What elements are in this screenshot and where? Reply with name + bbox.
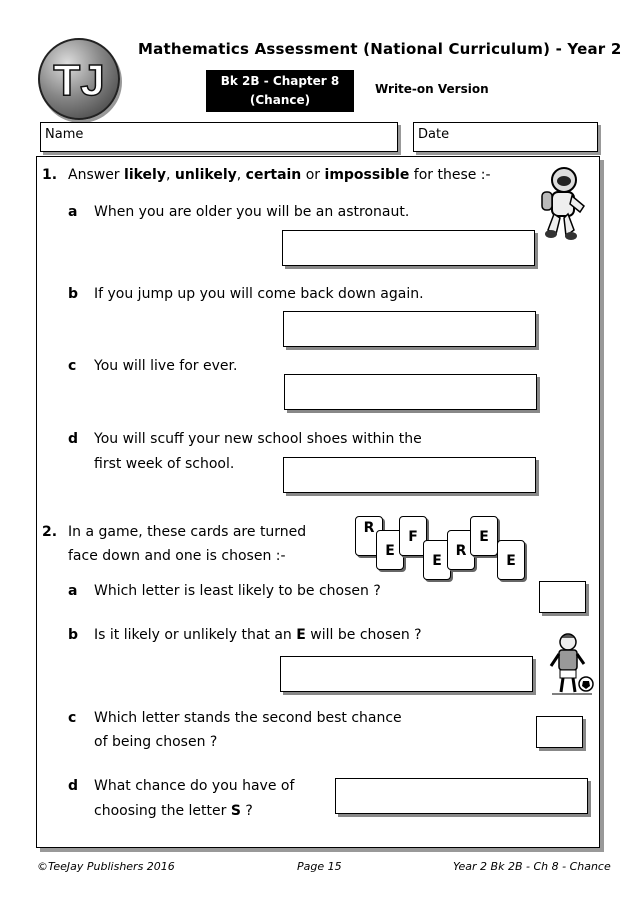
q2b-letter: b <box>68 627 79 643</box>
card-letter: E <box>385 543 395 559</box>
q2d-text-line2 <box>94 803 253 819</box>
card-letter: R <box>363 520 375 536</box>
name-field[interactable] <box>40 122 398 152</box>
q2-intro-line1: In a game, these cards are turned <box>68 524 307 540</box>
card-letter: E <box>479 529 489 545</box>
q1b-letter: b <box>68 286 79 302</box>
date-label: Date <box>418 127 450 142</box>
q1-number: 1. <box>42 167 58 183</box>
card-letter: F <box>408 529 418 545</box>
q1d-text-line1: You will scuff your new school shoes within the <box>94 431 422 447</box>
card <box>497 540 525 580</box>
sep: , <box>165 167 175 183</box>
logo-icon <box>40 40 118 118</box>
q2d-text-line1: What chance do you have of <box>94 778 295 794</box>
q2b-text <box>94 627 422 643</box>
footballer-icon <box>548 630 594 698</box>
card-letter: R <box>455 543 467 559</box>
svg-text:TJ: TJ <box>53 56 105 105</box>
card-letter: E <box>432 553 442 569</box>
sep: or <box>301 167 325 183</box>
chapter-line-2: (Chance) <box>249 93 311 107</box>
card <box>470 516 498 556</box>
word-impossible: impossible <box>324 167 410 183</box>
q2d-text-pre: choosing the letter <box>94 803 231 819</box>
q1-intro-end: for these :- <box>409 167 491 183</box>
q1a-letter: a <box>68 204 78 220</box>
q2b-answer-box[interactable] <box>280 656 533 692</box>
q2d-text-post: ? <box>240 803 253 819</box>
q1a-answer-box[interactable] <box>282 230 535 266</box>
q1d-letter: d <box>68 431 79 447</box>
q2c-text-line1: Which letter stands the second best chance <box>94 710 402 726</box>
q2a-text: Which letter is least likely to be chosen ? <box>94 583 381 599</box>
q1c-text: You will live for ever. <box>94 358 238 374</box>
chapter-badge <box>206 70 354 112</box>
q2d-letter: d <box>68 778 79 794</box>
q2d-answer-box[interactable] <box>335 778 588 814</box>
q1d-text-line2: first week of school. <box>94 456 235 472</box>
q1b-text: If you jump up you will come back down again. <box>94 286 424 302</box>
footer-page: Page 15 <box>297 860 342 873</box>
version-label: Write-on Version <box>375 82 489 96</box>
card-letter: E <box>506 553 516 569</box>
footer-chapter: Year 2 Bk 2B - Ch 8 - Chance <box>453 860 611 873</box>
q1a-text: When you are older you will be an astronaut. <box>94 204 410 220</box>
q1d-answer-box[interactable] <box>283 457 536 493</box>
q2a-letter: a <box>68 583 78 599</box>
name-label: Name <box>45 127 84 142</box>
word-likely: likely <box>124 167 166 183</box>
chapter-line-1: Bk 2B - Chapter 8 <box>220 74 340 88</box>
q2a-answer-box[interactable] <box>539 581 586 613</box>
footer-publisher: ©TeeJay Publishers 2016 <box>37 860 175 873</box>
q2d-letter-s: S <box>230 803 241 819</box>
q2c-text-line2: of being chosen ? <box>94 734 218 750</box>
q1-intro: Answer <box>68 167 125 183</box>
word-unlikely: unlikely <box>174 167 237 183</box>
q1c-letter: c <box>68 358 77 374</box>
q2b-letter-e: E <box>296 627 306 643</box>
q2-intro-line2: face down and one is chosen :- <box>68 548 286 564</box>
q1-instruction <box>68 167 491 183</box>
word-certain: certain <box>245 167 302 183</box>
sep: , <box>236 167 246 183</box>
q2b-text-post: will be chosen ? <box>305 627 422 643</box>
q2c-answer-box[interactable] <box>536 716 583 748</box>
q2c-letter: c <box>68 710 77 726</box>
astronaut-icon <box>528 164 590 244</box>
q2-number: 2. <box>42 524 58 540</box>
q1c-answer-box[interactable] <box>284 374 537 410</box>
q1b-answer-box[interactable] <box>283 311 536 347</box>
page-title: Mathematics Assessment (National Curriculum) - Year 2 <box>138 40 622 58</box>
q2b-text-pre: Is it likely or unlikely that an <box>94 627 297 643</box>
teejay-logo <box>38 38 120 120</box>
date-field[interactable] <box>413 122 598 152</box>
